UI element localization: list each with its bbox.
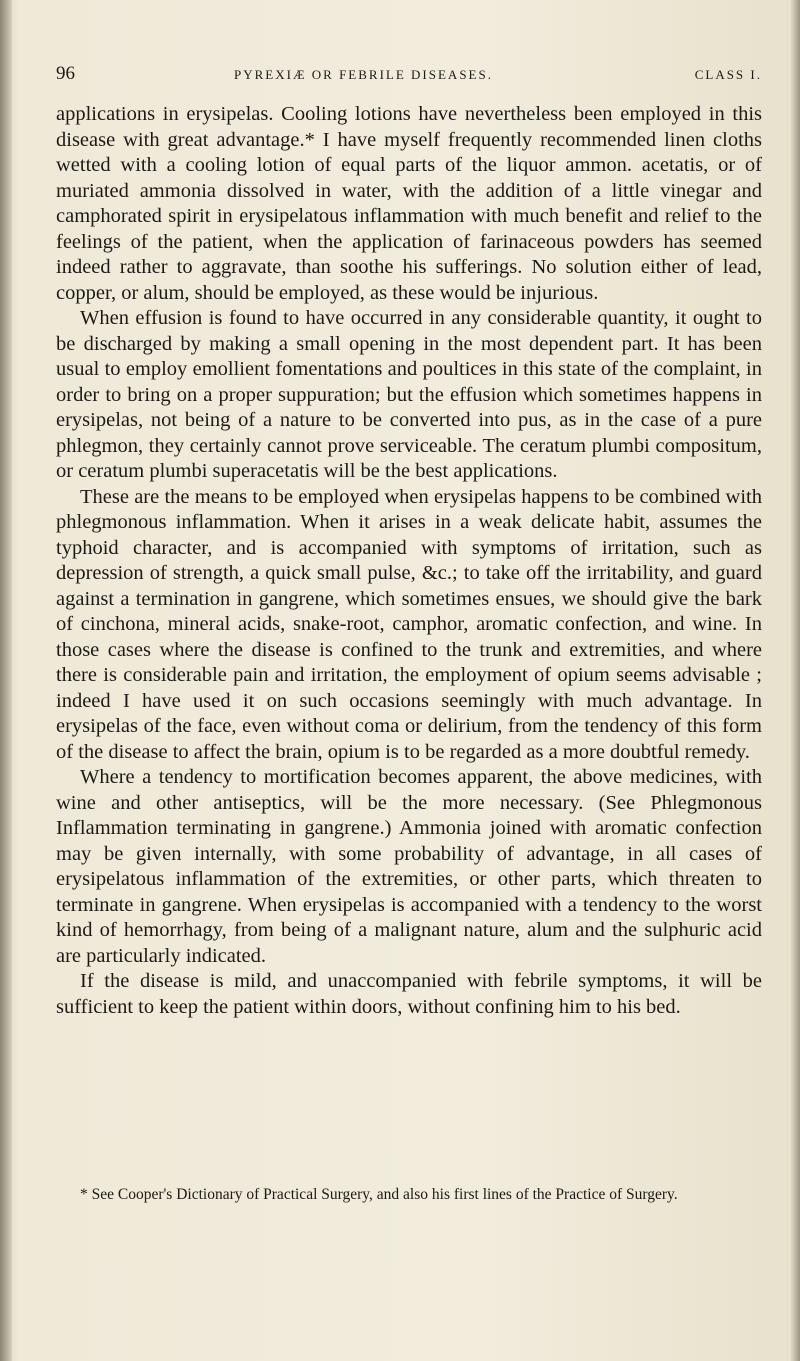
paragraph: These are the means to be employed when erysipelas happens to be combined with phlegmonous inflammation. When it arises in a weak delicate habit, assumes the typhoid character, and is accompanied with symptoms of irritation, such as depression of strength, a quick small pulse, &c.; to take off the irritability, and guard against a termination in gangrene, which sometimes ensues, we should give the bark of cinchona, mineral acids, snake-root, camphor, aromatic confection, and wine. In those cases where the disease is confined to the trunk and extremities, and where there is considerable pain and irritation, the employment of opium seems advisable ; indeed I have used it on such occasions seemingly with much advantage. In erysipelas of the face, even without coma or delirium, from the tendency of this form of the disease to affect the brain, opium is to be regarded as a more doubtful remedy.	[56, 485, 762, 763]
paragraph: When effusion is found to have occurred in any considerable quantity, it ought to be discharged by making a small opening in the most dependent part. It has been usual to employ emollient fomentations and poultices in this state of the complaint, in order to bring on a proper suppuration; but the effusion which sometimes happens in erysipelas, not being of a nature to be converted into pus, as in the case of a pure phlegmon, they certainly cannot prove serviceable. The ceratum plumbi compositum, or ceratum plumbi superacetatis will be the best applications.	[56, 307, 762, 482]
page-spine-shadow	[0, 0, 12, 1361]
paragraph: applications in erysipelas. Cooling lotions have nevertheless been employed in this disease with great advantage.* I have myself frequently recommended linen cloths wetted with a cooling lotion of equal parts of the liquor ammon. acetatis, or of muriated ammonia dissolved in water, with the addition of a little vinegar and camphorated spirit in erysipelatous inflammation with much benefit and relief to the feelings of the patient, when the application of farinaceous powders has seemed indeed rather to aggravate, than soothe his sufferings. No solution either of lead, copper, or alum, should be employed, as these would be injurious.	[56, 103, 762, 304]
body-text	[56, 102, 762, 1020]
footnote-text: * See Cooper's Dictionary of Practical Surgery, and also his first lines of the Practice of Surgery.	[80, 1186, 678, 1203]
class-label: CLASS I.	[694, 67, 762, 82]
paragraph: If the disease is mild, and unaccompanied with febrile symptoms, it will be sufficient to keep the patient within doors, without confining him to his bed.	[56, 970, 762, 1018]
page-number: 96	[56, 63, 75, 84]
page-edge-shadow	[790, 0, 800, 1361]
paragraph: Where a tendency to mortification becomes apparent, the above medicines, with wine and other antiseptics, will be the more necessary. (See Phlegmonous Inflammation terminating in gangrene.) Ammonia joined with aromatic confection may be given internally, with some probability of advantage, in all cases of erysipelatous inflammation of the extremities, or other parts, which threaten to terminate in gangrene. When erysipelas is accompanied with a tendency to the worst kind of hemorrhagy, from being of a malignant nature, alum and the sulphuric acid are particularly indicated.	[56, 766, 762, 967]
running-header	[56, 63, 762, 89]
footnote	[56, 1185, 762, 1205]
running-title: PYREXIÆ OR FEBRILE DISEASES.	[234, 67, 493, 82]
